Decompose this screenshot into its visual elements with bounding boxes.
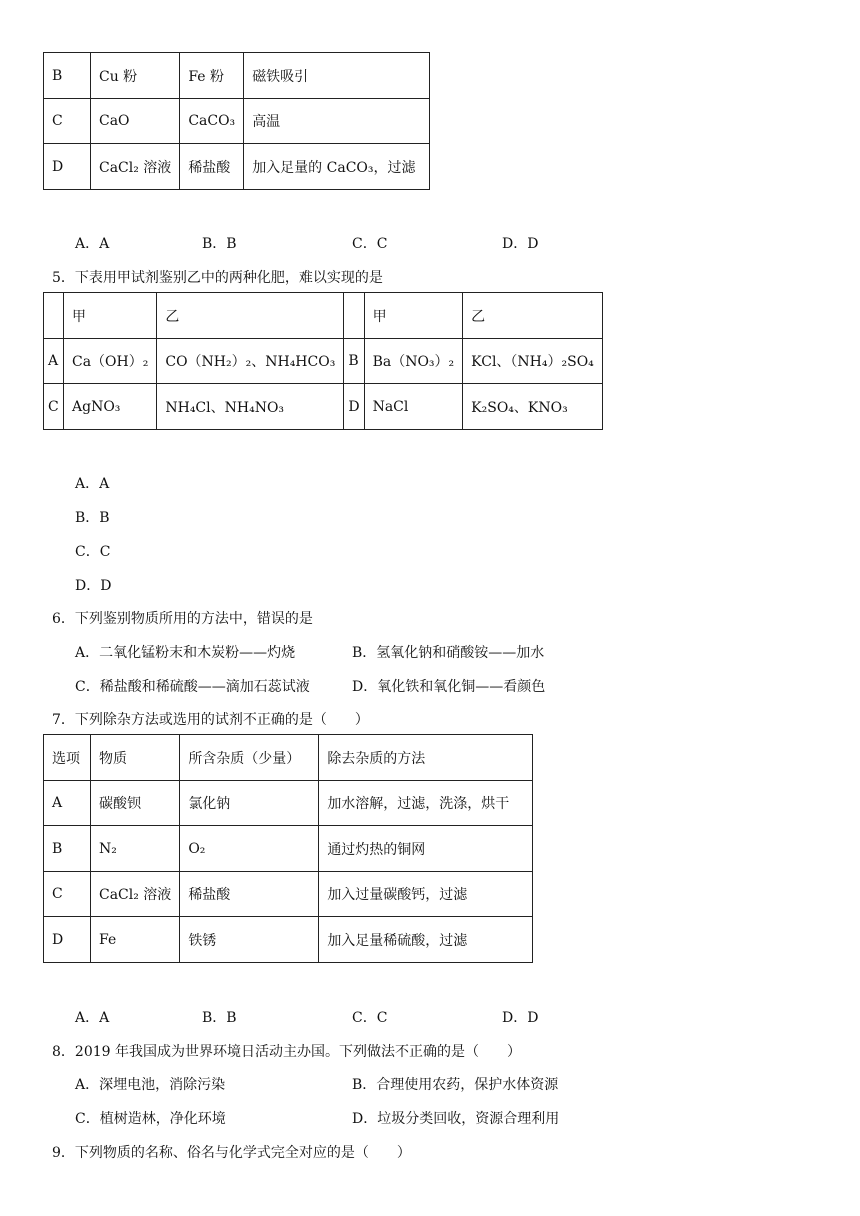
q6-option-a[interactable]: A．二氧化锰粉末和木炭粉——灼烧 bbox=[75, 645, 296, 661]
table-header-cell: 乙 bbox=[157, 293, 344, 339]
table-row bbox=[44, 872, 533, 917]
table-cell: C bbox=[44, 99, 91, 144]
table-cell: NH₄Cl、NH₄NO₃ bbox=[157, 384, 344, 430]
table-cell: Fe 粉 bbox=[180, 53, 244, 99]
table-row bbox=[44, 781, 533, 826]
table-cell: A bbox=[44, 339, 64, 384]
table-cell: 高温 bbox=[244, 99, 430, 144]
q7-option-c[interactable]: C．C bbox=[352, 1010, 388, 1026]
q7-stem: 7．下列除杂方法或选用的试剂不正确的是（ ） bbox=[52, 712, 369, 728]
table-cell: Cu 粉 bbox=[91, 53, 180, 99]
table-cell: NaCl bbox=[364, 384, 463, 430]
q8-option-b[interactable]: B．合理使用农药，保护水体资源 bbox=[352, 1077, 559, 1093]
q4-table bbox=[43, 52, 430, 190]
q8-option-c[interactable]: C．植树造林，净化环境 bbox=[75, 1111, 226, 1127]
q9-stem: 9．下列物质的名称、俗名与化学式完全对应的是（ ） bbox=[52, 1145, 411, 1161]
q6-option-c[interactable]: C．稀盐酸和稀硫酸——滴加石蕊试液 bbox=[75, 679, 310, 695]
table-cell: 氯化钠 bbox=[180, 781, 319, 826]
table-cell: B bbox=[44, 53, 91, 99]
table-cell: 通过灼热的铜网 bbox=[319, 826, 533, 872]
q5-option-a[interactable]: A．A bbox=[75, 476, 110, 492]
table-row bbox=[44, 99, 430, 144]
table-cell: CaCl₂ 溶液 bbox=[91, 872, 180, 917]
table-cell: 铁锈 bbox=[180, 917, 319, 963]
q5-table bbox=[43, 292, 603, 430]
q8-option-a[interactable]: A．深埋电池，消除污染 bbox=[75, 1077, 226, 1093]
table-cell: N₂ bbox=[91, 826, 180, 872]
q6-option-b[interactable]: B．氢氧化钠和硝酸铵——加水 bbox=[352, 645, 545, 661]
table-row bbox=[44, 826, 533, 872]
q4-option-b[interactable]: B．B bbox=[202, 236, 237, 252]
q5-option-b[interactable]: B．B bbox=[75, 510, 110, 526]
q4-option-c[interactable]: C．C bbox=[352, 236, 388, 252]
q5-stem: 5．下表用甲试剂鉴别乙中的两种化肥，难以实现的是 bbox=[52, 270, 383, 286]
table-cell: A bbox=[44, 781, 91, 826]
table-cell: C bbox=[44, 872, 91, 917]
table-cell: K₂SO₄、KNO₃ bbox=[463, 384, 603, 430]
table-cell: Fe bbox=[91, 917, 180, 963]
table-cell: CO（NH₂）₂、NH₄HCO₃ bbox=[157, 339, 344, 384]
table-header-cell: 除去杂质的方法 bbox=[319, 735, 533, 781]
table-header-cell: 所含杂质（少量） bbox=[180, 735, 319, 781]
table-cell: 加水溶解，过滤，洗涤，烘干 bbox=[319, 781, 533, 826]
table-header-cell: 乙 bbox=[463, 293, 603, 339]
table-cell: 稀盐酸 bbox=[180, 872, 319, 917]
table-row bbox=[44, 735, 533, 781]
q4-option-a[interactable]: A．A bbox=[75, 236, 110, 252]
q6-stem: 6．下列鉴别物质所用的方法中，错误的是 bbox=[52, 611, 313, 627]
table-cell: D bbox=[44, 144, 91, 190]
table-cell: CaCO₃ bbox=[180, 99, 244, 144]
table-cell: CaO bbox=[91, 99, 180, 144]
table-header-cell: 甲 bbox=[64, 293, 157, 339]
q7-table bbox=[43, 734, 533, 963]
table-cell: 加入过量碳酸钙，过滤 bbox=[319, 872, 533, 917]
table-row bbox=[44, 144, 430, 190]
table-cell: B bbox=[44, 826, 91, 872]
table-cell: Ba（NO₃）₂ bbox=[364, 339, 463, 384]
table-cell: Ca（OH）₂ bbox=[64, 339, 157, 384]
table-cell: 碳酸钡 bbox=[91, 781, 180, 826]
q8-option-d[interactable]: D．垃圾分类回收，资源合理利用 bbox=[352, 1111, 560, 1127]
table-cell: AgNO₃ bbox=[64, 384, 157, 430]
table-cell: 磁铁吸引 bbox=[244, 53, 430, 99]
q7-option-d[interactable]: D．D bbox=[502, 1010, 539, 1026]
table-row bbox=[44, 384, 603, 430]
table-cell: 加入足量的 CaCO₃，过滤 bbox=[244, 144, 430, 190]
q4-option-d[interactable]: D．D bbox=[502, 236, 539, 252]
table-cell: KCl、（NH₄）₂SO₄ bbox=[463, 339, 603, 384]
table-cell: C bbox=[44, 384, 64, 430]
table-cell: O₂ bbox=[180, 826, 319, 872]
table-header-cell: 甲 bbox=[364, 293, 463, 339]
table-cell: D bbox=[344, 384, 364, 430]
q6-option-d[interactable]: D．氧化铁和氧化铜——看颜色 bbox=[352, 679, 546, 695]
table-row bbox=[44, 339, 603, 384]
table-cell: CaCl₂ 溶液 bbox=[91, 144, 180, 190]
table-row bbox=[44, 53, 430, 99]
table-row bbox=[44, 917, 533, 963]
table-header-cell: 物质 bbox=[91, 735, 180, 781]
table-cell: 加入足量稀硫酸，过滤 bbox=[319, 917, 533, 963]
q5-option-c[interactable]: C．C bbox=[75, 544, 111, 560]
q5-option-d[interactable]: D．D bbox=[75, 578, 112, 594]
table-header-cell bbox=[44, 293, 64, 339]
table-cell: 稀盐酸 bbox=[180, 144, 244, 190]
q8-stem: 8．2019 年我国成为世界环境日活动主办国。下列做法不正确的是（ ） bbox=[52, 1044, 521, 1060]
q7-option-b[interactable]: B．B bbox=[202, 1010, 237, 1026]
table-header-cell: 选项 bbox=[44, 735, 91, 781]
q7-option-a[interactable]: A．A bbox=[75, 1010, 110, 1026]
table-cell: B bbox=[344, 339, 364, 384]
table-row bbox=[44, 293, 603, 339]
table-cell: D bbox=[44, 917, 91, 963]
table-header-cell bbox=[344, 293, 364, 339]
